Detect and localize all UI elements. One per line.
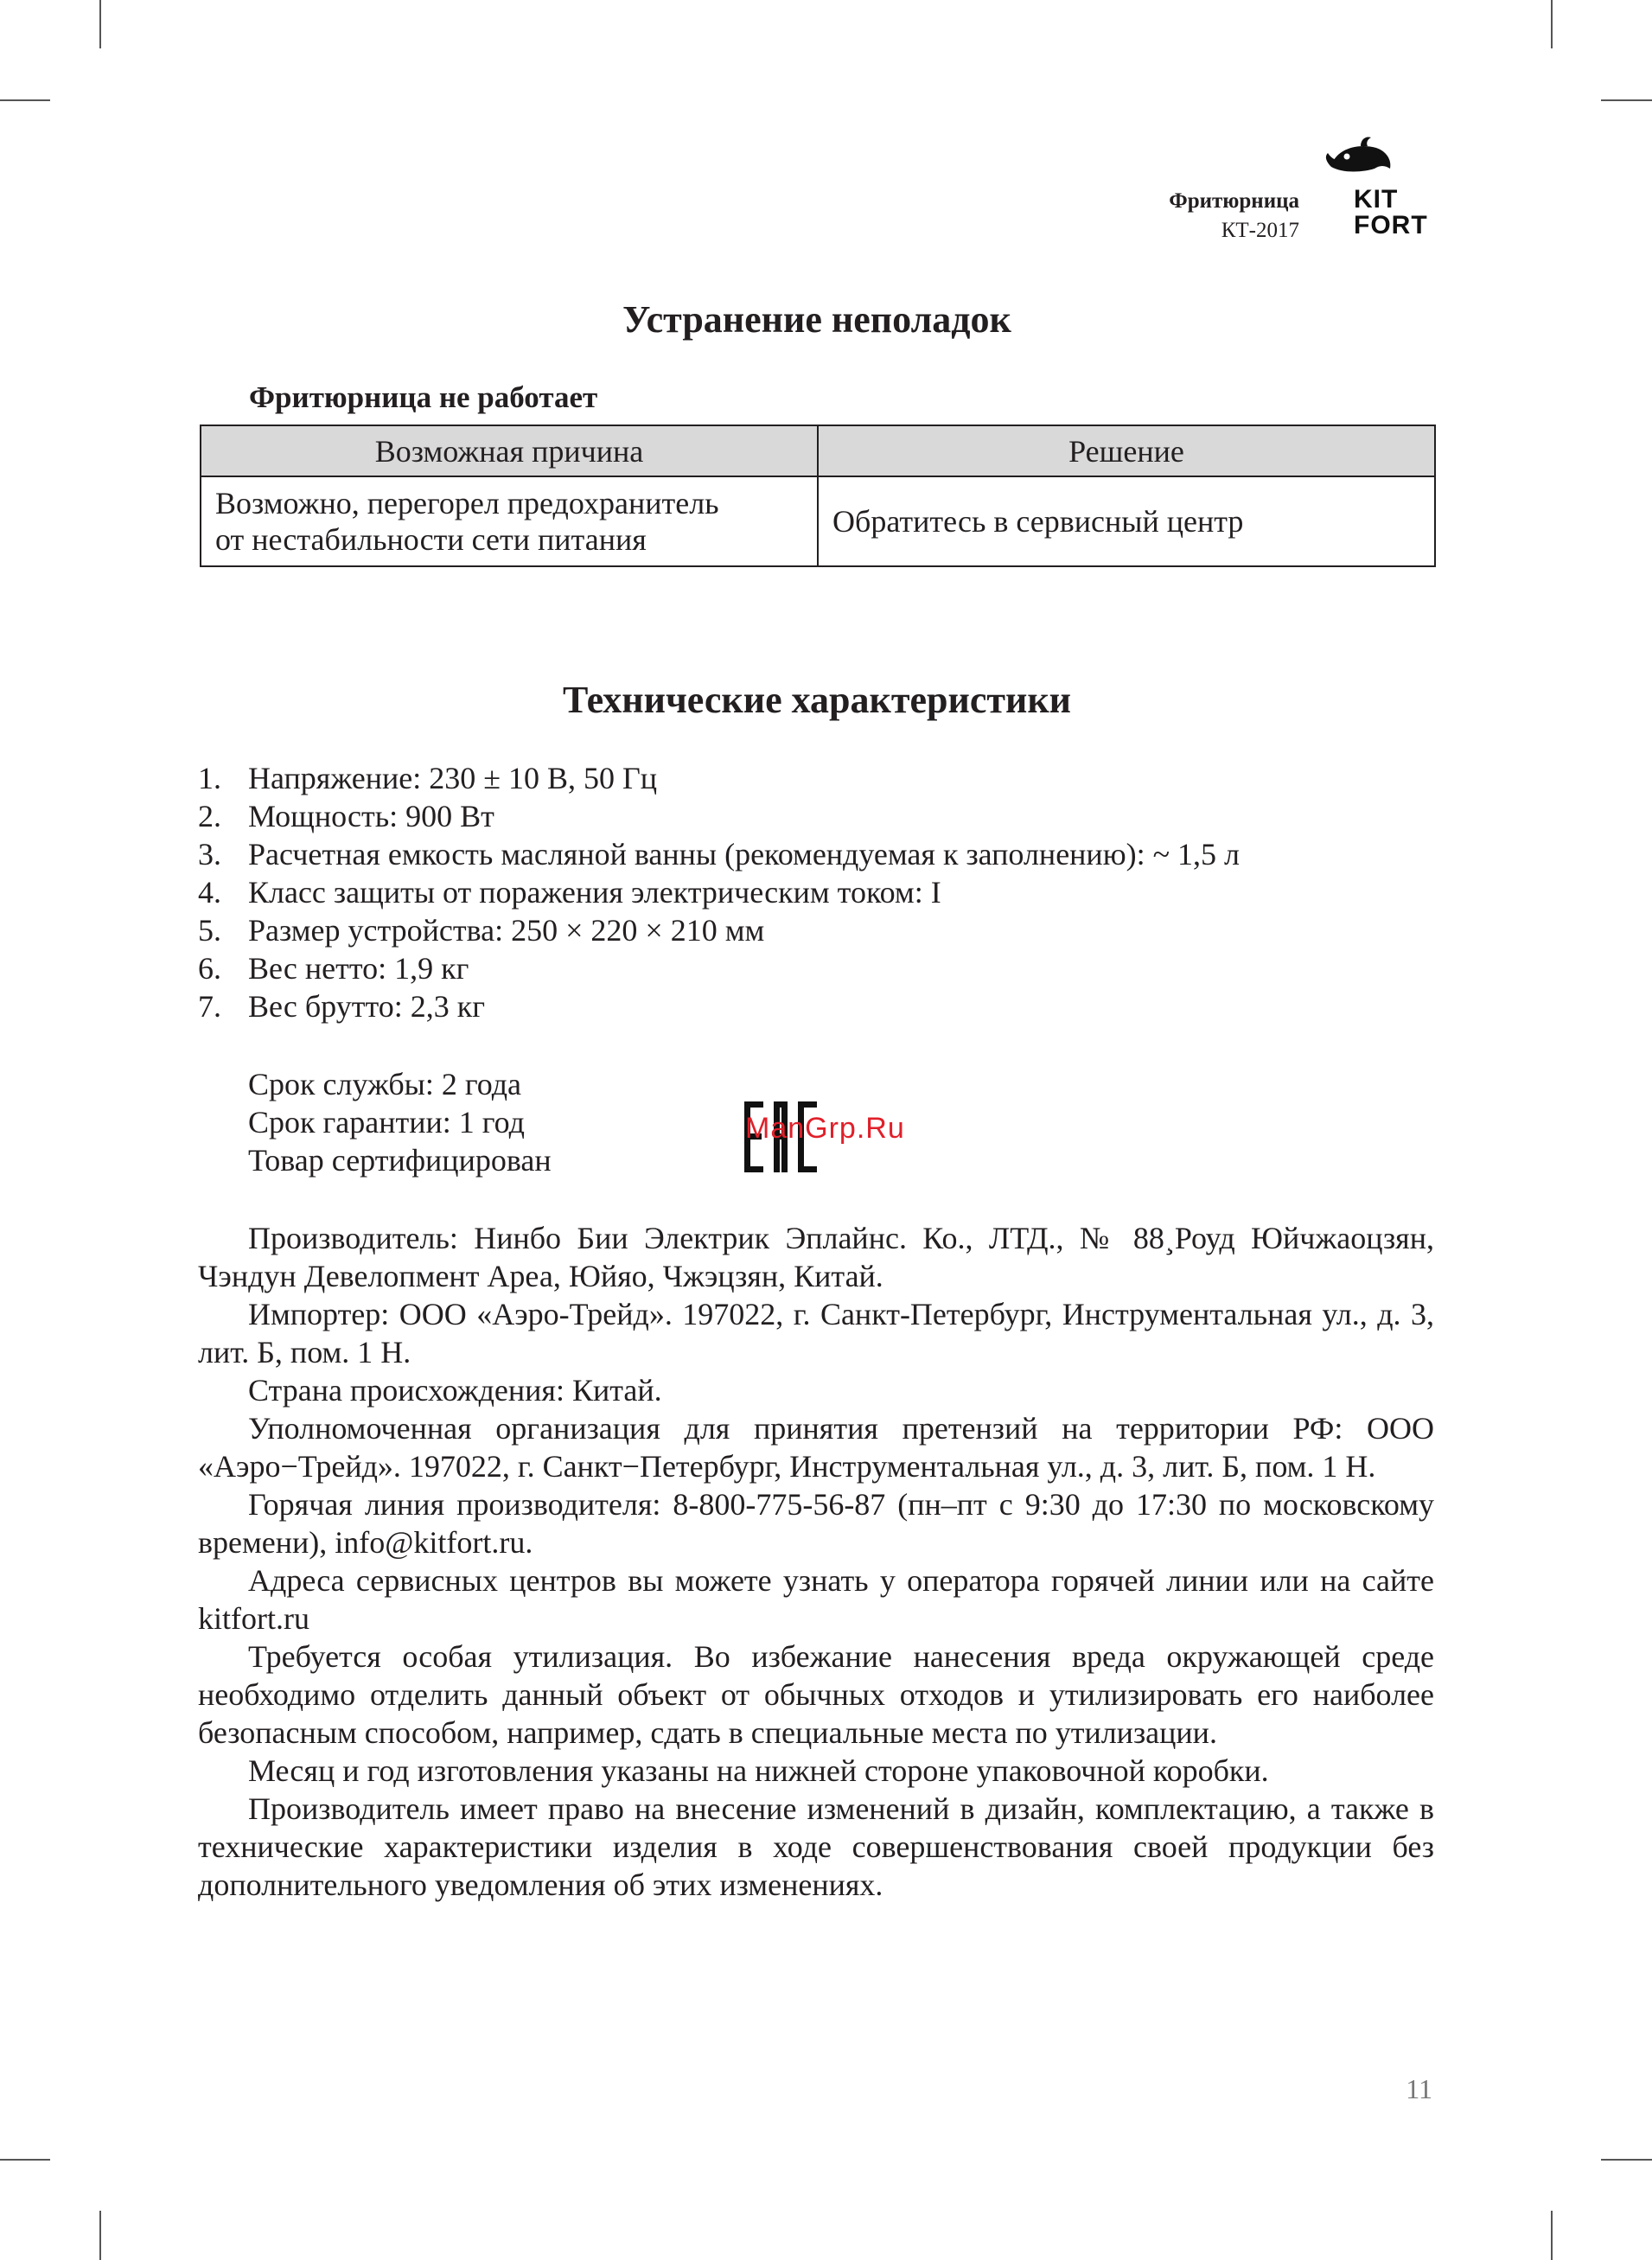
header-product-info bbox=[1169, 187, 1299, 246]
crop-mark-top-left-h bbox=[0, 99, 50, 101]
list-item: 1. Напряжение: 230 ± 10 В, 50 Гц bbox=[198, 761, 658, 795]
paragraph-disposal: Требуется особая утилизация. Во избежание нанесения вреда окружающей среде необходимо отделить данный объект от обычных отходов и утилизировать его наиболее безопасным способом, например, сдать в специальные места по утилизации. bbox=[198, 1639, 1434, 1750]
crop-mark-bottom-left-h bbox=[0, 2159, 50, 2161]
crop-mark-top-right-h bbox=[1601, 99, 1652, 101]
header-model: КТ-2017 bbox=[1221, 219, 1299, 242]
list-item: 3. Расчетная емкость масляной ванны (рекомендуемая к заполнению): ~ 1,5 л bbox=[198, 837, 1241, 871]
specs-list bbox=[198, 759, 1240, 1025]
page-number: 11 bbox=[1406, 2073, 1432, 2104]
certified: Товар сертифицирован bbox=[248, 1143, 552, 1178]
logo-line-2: FORT bbox=[1354, 211, 1428, 239]
paragraph-changes: Производитель имеет право на внесение изменений в дизайн, комплектацию, а также в технические характеристики изделия в ходе совершенствования своей продукции без дополнительного уведомления об этих изменениях. bbox=[198, 1791, 1434, 1902]
list-item: 5. Размер устройства: 250 × 220 × 210 мм bbox=[198, 913, 765, 948]
crop-mark-bottom-left-v bbox=[99, 2211, 101, 2260]
crop-mark-top-right-v bbox=[1551, 0, 1553, 48]
troubleshooting-table bbox=[200, 425, 1436, 567]
paragraph-manufacture-date: Месяц и год изготовления указаны на нижней стороне упаковочной коробки. bbox=[248, 1753, 1269, 1788]
list-item: 4. Класс защиты от поражения электрическим током: I bbox=[198, 875, 941, 910]
list-item: 7. Вес брутто: 2,3 кг bbox=[198, 989, 485, 1024]
troubleshooting-subtitle: Фритюрница не работает bbox=[249, 380, 598, 414]
paragraph-origin: Страна происхождения: Китай. bbox=[248, 1373, 662, 1408]
paragraph-authorized-org: Уполномоченная организация для принятия претензий на территории РФ: ООО «Аэро−Трейд». 197022, г. Санкт−Петербург, Инструментальная ул., д. 3, лит. Б, пом. 1 Н. bbox=[198, 1411, 1434, 1484]
list-item: 2. Мощность: 900 Вт bbox=[198, 799, 494, 833]
service-info bbox=[248, 1065, 552, 1179]
table-row bbox=[201, 476, 1435, 566]
cell-cause bbox=[201, 476, 818, 566]
service-life: Срок службы: 2 года bbox=[248, 1067, 522, 1101]
crop-mark-top-left-v bbox=[99, 0, 101, 48]
column-header-cause: Возможная причина bbox=[201, 425, 818, 476]
specs-title: Технические характеристики bbox=[562, 679, 1072, 721]
info-paragraphs bbox=[198, 1219, 1434, 1904]
logo-line-1: KIT bbox=[1354, 185, 1399, 214]
kitfort-logo bbox=[1354, 187, 1428, 239]
paragraph-service-centers: Адреса сервисных центров вы можете узнать у оператора горячей линии или на сайте kitfort.ru bbox=[198, 1563, 1434, 1636]
crop-mark-bottom-right-v bbox=[1551, 2211, 1553, 2260]
paragraph-manufacturer: Производитель: Нинбо Бии Электрик Эплайнс. Ко., ЛТД., № 88¸Роуд Юйчжаоцзян, Чэндун Девелопмент Ареа, Юйяо, Чжэцзян, Китай. bbox=[198, 1221, 1434, 1293]
table-header-row bbox=[201, 425, 1435, 476]
warranty: Срок гарантии: 1 год bbox=[248, 1105, 525, 1140]
paragraph-importer: Импортер: ООО «Аэро-Трейд». 197022, г. Санкт-Петербург, Инструментальная ул., д. 3, лит. Б, пом. 1 Н. bbox=[198, 1297, 1434, 1369]
watermark: ManGrp.Ru bbox=[745, 1112, 905, 1145]
troubleshooting-title: Устранение неполадок bbox=[622, 298, 1011, 341]
crop-mark-bottom-right-h bbox=[1601, 2159, 1652, 2161]
header-product-name: Фритюрница bbox=[1169, 189, 1299, 213]
column-header-solution: Решение bbox=[818, 425, 1435, 476]
list-item: 6. Вес нетто: 1,9 кг bbox=[198, 951, 469, 986]
cause-line: Возможно, перегорел предохранитель bbox=[215, 486, 719, 520]
cause-line: от нестабильности сети питания bbox=[215, 522, 647, 557]
paragraph-hotline: Горячая линия производителя: 8-800-775-56-87 (пн–пт с 9:30 до 17:30 по московскому времени), info@kitfort.ru. bbox=[198, 1487, 1434, 1560]
cell-solution: Обратитесь в сервисный центр bbox=[818, 476, 1435, 566]
